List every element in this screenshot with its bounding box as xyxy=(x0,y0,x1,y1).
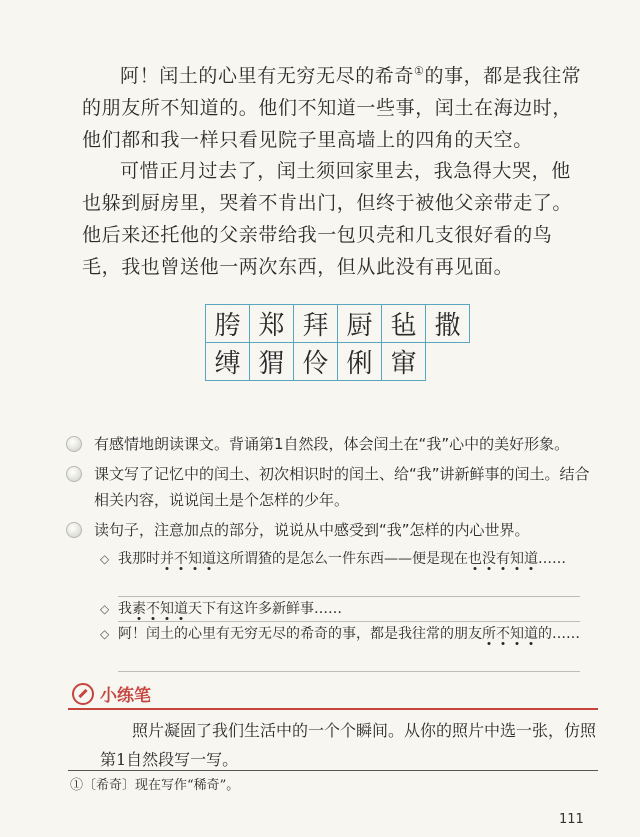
dotted-char: 道 xyxy=(174,601,188,617)
circle-bullet-icon xyxy=(66,436,82,452)
paragraph-1-part-a: 阿！闰土的心里有无穷无尽的希奇 xyxy=(120,65,415,87)
empty-cell xyxy=(426,343,470,381)
question-2-text: 课文写了记忆中的闰土、初次相识时的闰土、给“我”讲新鲜事的闰土。结合相关内容，说说闰土是个怎样的少年。 xyxy=(94,465,590,509)
sentence-text: 阿！闰土的心里有无穷无尽的希奇的事，都是我往常的朋友 xyxy=(118,626,482,642)
diamond-bullet-icon: ◇ xyxy=(100,627,110,641)
char-cell: 厨 xyxy=(338,305,382,343)
dotted-char: 有 xyxy=(496,551,510,567)
char-cell: 俐 xyxy=(338,343,382,381)
diamond-bullet-icon: ◇ xyxy=(100,602,110,616)
footnote-marker[interactable]: ① xyxy=(414,64,425,78)
sentence-text: 这所谓猹的是怎么一件东西——便是现在 xyxy=(216,551,468,567)
sentence-1 xyxy=(100,547,600,571)
divider xyxy=(118,671,580,672)
char-cell: 窜 xyxy=(382,343,426,381)
brush-icon xyxy=(72,683,94,705)
sentence-2 xyxy=(100,597,600,621)
dotted-char: 不 xyxy=(146,601,160,617)
dotted-char: 素 xyxy=(132,601,146,617)
question-3-text: 读句子，注意加点的部分，说说从中感受到“我”怎样的内心世界。 xyxy=(94,521,530,539)
exercise-task: 照片凝固了我们生活中的一个个瞬间。从你的照片中选一张，仿照第1自然段写一写。 xyxy=(100,721,597,769)
character-grid xyxy=(205,304,470,381)
sentence-3 xyxy=(100,622,600,646)
char-cell: 伶 xyxy=(294,343,338,381)
dotted-char: 知 xyxy=(510,551,524,567)
sentence-text: 我那时 xyxy=(118,551,160,567)
section-divider xyxy=(68,708,598,710)
sentence-text: …… xyxy=(538,551,566,567)
section-title: 小练笔 xyxy=(100,686,151,706)
question-2 xyxy=(66,461,596,513)
dotted-char: 不 xyxy=(496,626,510,642)
dotted-char: 没 xyxy=(482,551,496,567)
sentence-text: 天下有这许多新鲜事…… xyxy=(188,601,342,617)
char-cell: 胯 xyxy=(206,305,250,343)
dotted-char: 知 xyxy=(510,626,524,642)
paragraph-1 xyxy=(82,60,582,156)
sentence-text: 我 xyxy=(118,601,132,617)
dotted-char: 不 xyxy=(174,551,188,567)
paragraph-2: 可惜正月过去了，闰土须回家里去，我急得大哭，他也躲到厨房里，哭着不肯出门，但终于被他父亲带走了。他后来还托他的父亲带给我一包贝壳和几支很好看的鸟毛，我也曾送他一两次东西，但从此没有再见面。 xyxy=(82,160,573,278)
char-cell: 拜 xyxy=(294,305,338,343)
dotted-char: 也 xyxy=(468,551,482,567)
question-3 xyxy=(66,517,596,543)
char-cell: 缚 xyxy=(206,343,250,381)
dotted-char: 并 xyxy=(160,551,174,567)
diamond-bullet-icon: ◇ xyxy=(100,552,110,566)
page-number: 111 xyxy=(559,812,584,827)
sentence-text: 的…… xyxy=(538,626,580,642)
dotted-char: 道 xyxy=(202,551,216,567)
paragraph-1-part-b: 的事，都是我往常的朋友所不知道的。他们不知道一些事，闰土在海边时，他们都和我一样只看见院子里高墙上的四角的天空。 xyxy=(82,65,582,151)
footnote-divider xyxy=(68,770,598,771)
question-1-text: 有感情地朗读课文。背诵第1自然段，体会闰土在“我”心中的美好形象。 xyxy=(94,435,570,453)
dotted-char: 知 xyxy=(160,601,174,617)
circle-bullet-icon xyxy=(66,522,82,538)
dotted-char: 道 xyxy=(524,626,538,642)
dotted-char: 道 xyxy=(524,551,538,567)
circle-bullet-icon xyxy=(66,466,82,482)
char-cell: 郑 xyxy=(250,305,294,343)
footnote: ①〔希奇〕现在写作“稀奇”。 xyxy=(70,778,240,793)
char-cell: 猬 xyxy=(250,343,294,381)
char-cell: 毡 xyxy=(382,305,426,343)
dotted-char: 所 xyxy=(482,626,496,642)
dotted-char: 知 xyxy=(188,551,202,567)
char-cell: 撒 xyxy=(426,305,470,343)
question-1 xyxy=(66,431,596,457)
